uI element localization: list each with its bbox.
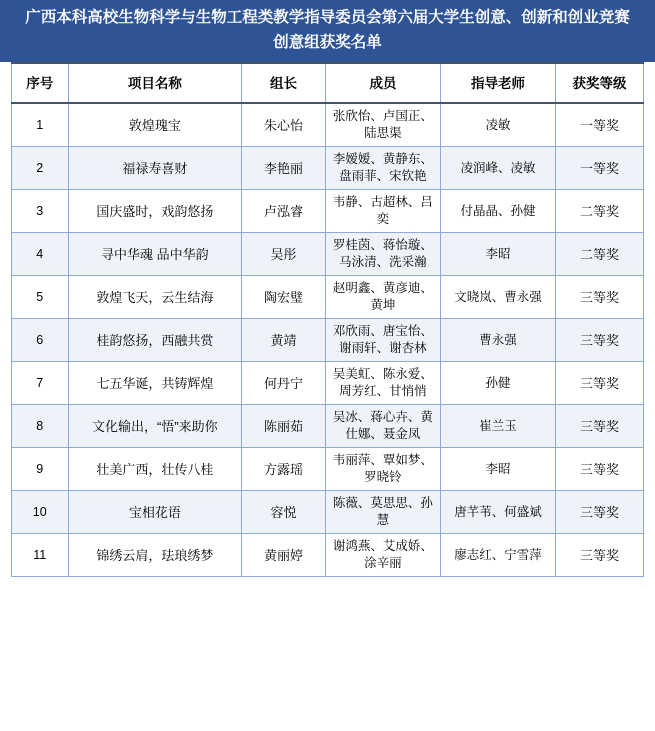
column-header-grade: 获奖等级 — [556, 63, 644, 103]
cell-no: 11 — [12, 534, 69, 577]
column-header-leader: 组长 — [242, 63, 326, 103]
cell-grade: 三等奖 — [556, 405, 644, 448]
cell-teachers: 付晶晶、孙健 — [440, 190, 555, 233]
table-body — [12, 103, 644, 577]
cell-teachers: 文晓岚、曹永强 — [440, 276, 555, 319]
cell-teachers: 凌润峰、凌敏 — [440, 147, 555, 190]
cell-leader: 吴彤 — [242, 233, 326, 276]
column-header-project: 项目名称 — [68, 63, 242, 103]
cell-leader: 朱心怡 — [242, 103, 326, 147]
cell-members: 邓欣雨、唐宝怡、谢雨轩、谢杏林 — [325, 319, 440, 362]
cell-project: 七五华诞，共铸辉煌 — [68, 362, 242, 405]
table-row — [12, 491, 644, 534]
cell-members: 韦静、古超林、吕奕 — [325, 190, 440, 233]
cell-leader: 陈丽茹 — [242, 405, 326, 448]
cell-grade: 三等奖 — [556, 534, 644, 577]
cell-project: 福禄寿喜财 — [68, 147, 242, 190]
table-row — [12, 103, 644, 147]
table-row — [12, 147, 644, 190]
cell-members: 张欣怡、卢国正、陆思渠 — [325, 103, 440, 147]
cell-leader: 何丹宁 — [242, 362, 326, 405]
cell-teachers: 孙健 — [440, 362, 555, 405]
cell-leader: 黄丽婷 — [242, 534, 326, 577]
cell-no: 9 — [12, 448, 69, 491]
cell-project: 敦煌瑰宝 — [68, 103, 242, 147]
table-row — [12, 319, 644, 362]
table-header-row — [12, 63, 644, 103]
cell-grade: 三等奖 — [556, 448, 644, 491]
column-header-teachers: 指导老师 — [440, 63, 555, 103]
cell-teachers: 凌敏 — [440, 103, 555, 147]
cell-members: 吴美虹、陈永爱、周芳红、甘悄悄 — [325, 362, 440, 405]
table-row — [12, 276, 644, 319]
cell-teachers: 唐芊苇、何盛斌 — [440, 491, 555, 534]
cell-project: 宝相花语 — [68, 491, 242, 534]
cell-no: 8 — [12, 405, 69, 448]
cell-leader: 卢泓睿 — [242, 190, 326, 233]
cell-members: 罗桂茵、蒋怡璇、马泳清、洗采瀚 — [325, 233, 440, 276]
column-header-members: 成员 — [325, 63, 440, 103]
cell-no: 4 — [12, 233, 69, 276]
cell-teachers: 曹永强 — [440, 319, 555, 362]
cell-project: 锦绣云肩，珐琅绣梦 — [68, 534, 242, 577]
cell-no: 3 — [12, 190, 69, 233]
cell-no: 10 — [12, 491, 69, 534]
cell-teachers: 李昭 — [440, 448, 555, 491]
cell-grade: 三等奖 — [556, 362, 644, 405]
cell-project: 文化输出，“悟”来助你 — [68, 405, 242, 448]
cell-no: 6 — [12, 319, 69, 362]
cell-leader: 李艳丽 — [242, 147, 326, 190]
award-list-table — [11, 62, 644, 577]
cell-project: 桂韵悠扬，西融共赏 — [68, 319, 242, 362]
table-row — [12, 448, 644, 491]
table-row — [12, 233, 644, 276]
cell-grade: 三等奖 — [556, 491, 644, 534]
table-row — [12, 405, 644, 448]
table-row — [12, 190, 644, 233]
table-row — [12, 534, 644, 577]
cell-no: 7 — [12, 362, 69, 405]
document-title — [0, 0, 655, 62]
cell-members: 赵明鑫、黄彦迪、黄坤 — [325, 276, 440, 319]
cell-teachers: 李昭 — [440, 233, 555, 276]
table-row — [12, 362, 644, 405]
cell-members: 韦丽萍、覃如梦、罗晓铃 — [325, 448, 440, 491]
cell-leader: 黄靖 — [242, 319, 326, 362]
cell-members: 谢鸿燕、艾成娇、涂辛丽 — [325, 534, 440, 577]
cell-grade: 二等奖 — [556, 233, 644, 276]
cell-project: 敦煌飞天，云生结海 — [68, 276, 242, 319]
title-line-1: 广西本科高校生物科学与生物工程类教学指导委员会第六届大学生创意、创新和创业竞赛 — [25, 9, 630, 26]
cell-no: 2 — [12, 147, 69, 190]
cell-no: 5 — [12, 276, 69, 319]
cell-no: 1 — [12, 103, 69, 147]
cell-teachers: 廖志红、宁雪萍 — [440, 534, 555, 577]
cell-teachers: 崔兰玉 — [440, 405, 555, 448]
cell-grade: 一等奖 — [556, 147, 644, 190]
cell-grade: 三等奖 — [556, 319, 644, 362]
cell-grade: 三等奖 — [556, 276, 644, 319]
cell-members: 李嫒嫒、黄静东、盘雨菲、宋钦艳 — [325, 147, 440, 190]
cell-project: 国庆盛时，戏韵悠扬 — [68, 190, 242, 233]
cell-leader: 陶宏璧 — [242, 276, 326, 319]
cell-leader: 容悦 — [242, 491, 326, 534]
cell-project: 壮美广西，壮传八桂 — [68, 448, 242, 491]
cell-grade: 二等奖 — [556, 190, 644, 233]
cell-leader: 方露瑶 — [242, 448, 326, 491]
cell-grade: 一等奖 — [556, 103, 644, 147]
cell-members: 陈薇、莫思思、孙慧 — [325, 491, 440, 534]
cell-project: 寻中华魂 品中华韵 — [68, 233, 242, 276]
cell-members: 吴冰、蒋心卉、黄仕娜、聂金凤 — [325, 405, 440, 448]
column-header-no: 序号 — [12, 63, 69, 103]
title-line-2: 创意组获奖名单 — [273, 34, 382, 51]
